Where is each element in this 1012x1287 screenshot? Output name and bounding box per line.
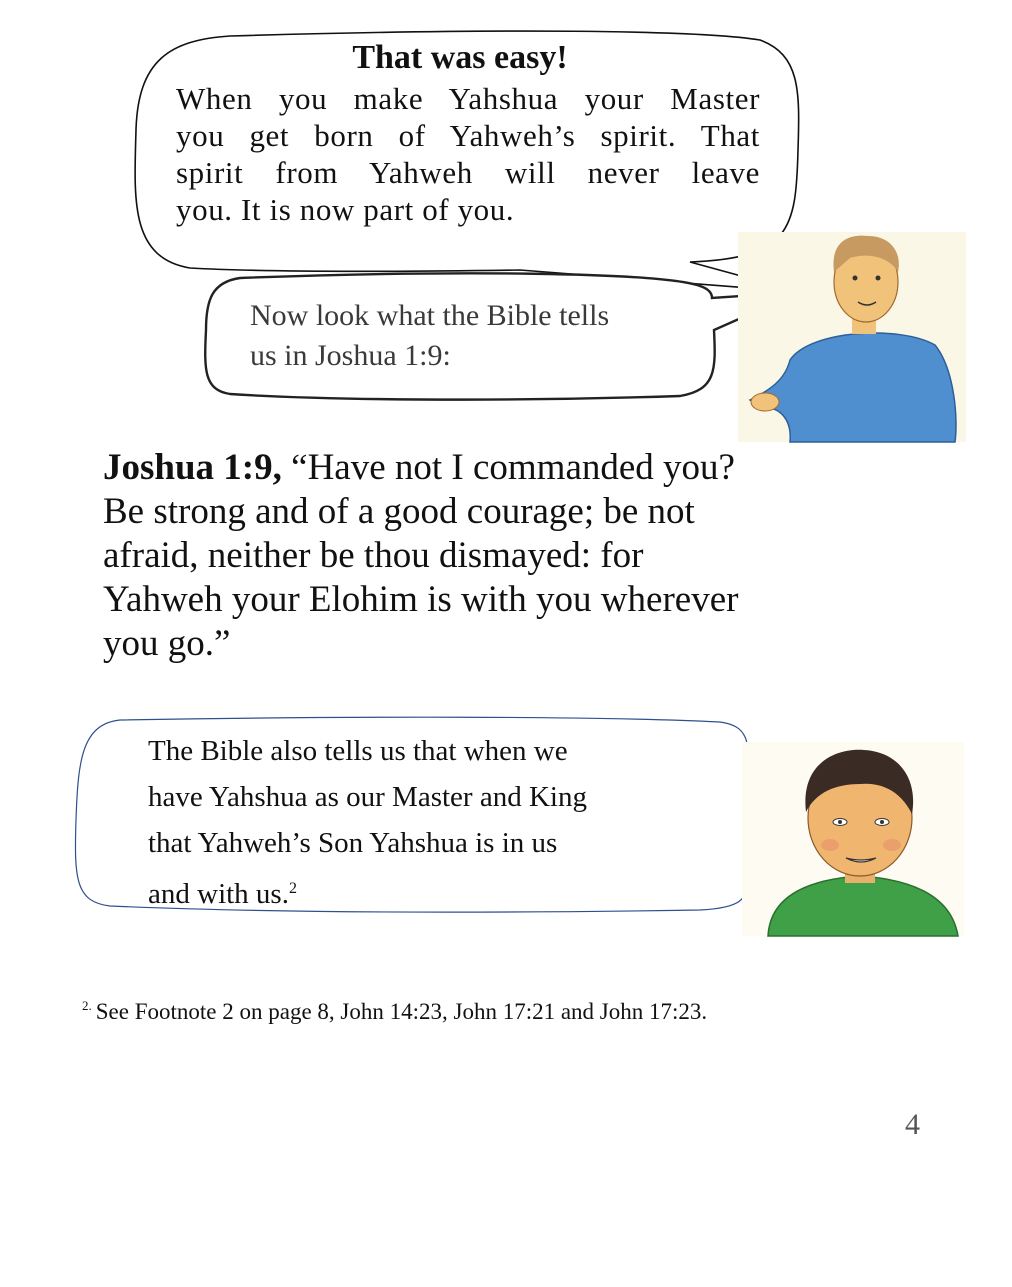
bubble-bottom-line: The Bible also tells us that when we — [148, 735, 568, 767]
bubble-top-line: When you make Yahshua your Master — [176, 81, 760, 116]
boy-blue-shirt-illustration — [738, 232, 966, 442]
bubble-top-title: That was easy! — [352, 39, 568, 76]
boy-green-shirt-illustration — [742, 742, 964, 936]
verse-reference: Joshua 1:9, — [103, 447, 282, 488]
footnote-mark: 2. — [82, 998, 92, 1013]
bubble-bottom-line — [148, 866, 708, 917]
bubble-middle-text — [250, 296, 690, 376]
footnote-text: See Footnote 2 on page 8, John 14:23, John 17:21 and John 17:23. — [95, 999, 708, 1024]
verse-text: “Have not I commanded you? Be strong and of a good courage; be not afraid, neither be thou dismayed: for Yahweh your Elohim is with you wherever you go.” — [103, 447, 739, 664]
bubble-bottom-line: have Yahshua as our Master and King — [148, 781, 587, 813]
bubble-bottom-text — [148, 728, 708, 917]
bubble-top-line: spirit from Yahweh will never leave — [176, 155, 760, 190]
page-number: 4 — [905, 1108, 920, 1141]
bubble-bottom-line: that Yahweh’s Son Yahshua is in us — [148, 827, 558, 859]
bubble-top-text — [176, 80, 760, 228]
bubble-middle-line: us in Joshua 1:9: — [250, 339, 451, 372]
footnote — [82, 990, 722, 1027]
bubble-top-line: you. It is now part of you. — [176, 192, 515, 227]
footnote-reference-mark: 2 — [288, 880, 297, 897]
bubble-top-line: you get born of Yahweh’s spirit. That — [176, 118, 760, 153]
scripture-verse — [103, 446, 763, 666]
bubble-bottom-last-line: and with us. — [148, 878, 289, 910]
bubble-middle-line: Now look what the Bible tells — [250, 299, 610, 332]
